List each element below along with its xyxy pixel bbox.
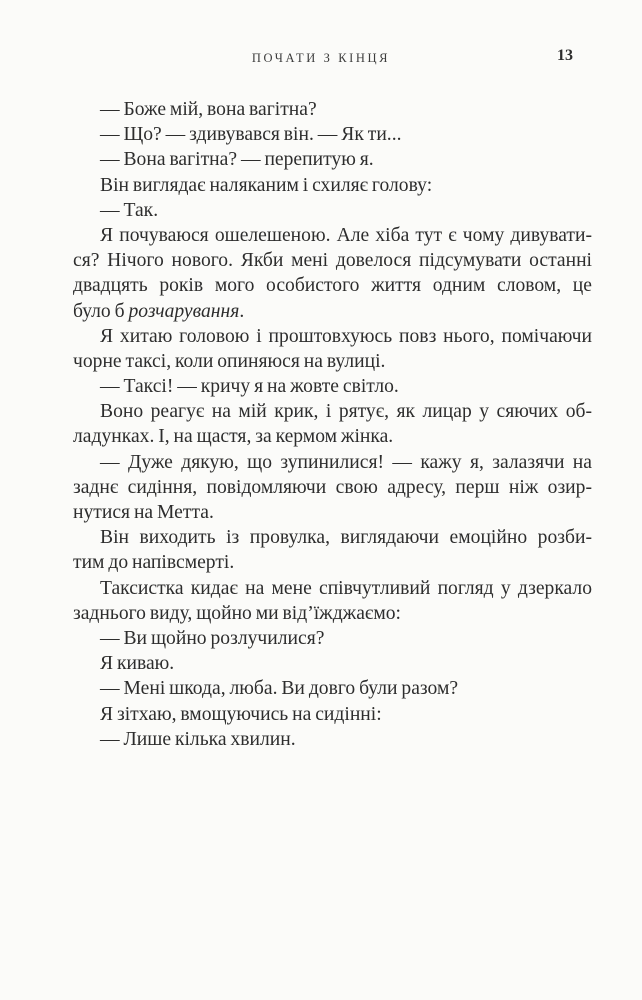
text-line — [73, 198, 592, 223]
text-run: — Вона вагітна? — перепитую я. — [100, 149, 374, 171]
text-line — [73, 450, 592, 475]
text-run: Я киваю. — [100, 653, 175, 675]
text-line — [73, 122, 592, 147]
text-run: Таксистка кидає на мене співчутливий погляд у дзеркало — [100, 577, 592, 599]
text-run: було б — [73, 300, 129, 322]
text-run: — Так. — [100, 199, 159, 221]
text-run: тим до напівсмерті. — [73, 552, 235, 574]
text-run: заднє сидіння, повідомляючи свою адресу, перш ніж озир- — [73, 476, 592, 498]
running-title: ПОЧАТИ З КІНЦЯ — [251, 51, 391, 65]
text-run: — Дуже дякую, що зупинилися! — кажу я, залазячи на — [100, 451, 592, 473]
text-run: нутися на Метта. — [73, 502, 214, 523]
italic-text: розчарування — [128, 300, 240, 322]
text-line — [73, 147, 592, 172]
text-line — [73, 173, 592, 198]
text-line — [73, 550, 592, 575]
text-line — [73, 626, 592, 651]
text-line — [73, 424, 592, 449]
text-run: Я почуваюся ошелешеною. Але хіба тут є чому дивувати- — [100, 224, 592, 246]
text-line — [73, 248, 592, 273]
text-run: Я зітхаю, вмощуючись на сидінні: — [100, 703, 382, 725]
text-run: — Що? — здивувався він. — Як ти... — [100, 124, 402, 146]
text-line — [73, 651, 592, 676]
text-line — [73, 324, 592, 349]
text-line — [73, 576, 592, 601]
text-line — [73, 475, 592, 500]
text-run: — Таксі! — кричу я на жовте світло. — [100, 376, 399, 398]
page-body — [73, 97, 592, 752]
text-run: ладунках. І, на щастя, за кермом жінка. — [73, 426, 394, 448]
text-line — [73, 525, 592, 550]
text-line — [73, 601, 592, 626]
text-run: двадцять років мого особистого життя одним словом, це — [73, 275, 592, 297]
text-run: Він виглядає наляканим і схиляє голову: — [100, 174, 433, 196]
text-line — [73, 299, 592, 324]
text-line — [73, 273, 592, 298]
text-run: Я хитаю головою і проштовхуюсь повз нього, помічаючи — [100, 325, 592, 347]
text-run: чорне таксі, коли опиняюся на вулиці. — [73, 350, 386, 372]
text-line — [73, 349, 592, 374]
text-line — [73, 399, 592, 424]
text-line — [73, 727, 592, 752]
text-line — [73, 97, 592, 122]
text-run: Воно реагує на мій крик, і рятує, як лицар у сяючих об- — [100, 401, 592, 423]
text-run: — Лише кілька хвилин. — [100, 728, 296, 750]
text-line — [73, 374, 592, 399]
text-line — [73, 702, 592, 727]
text-line — [73, 676, 592, 701]
text-run: Він виходить із провулка, виглядаючи емоційно розби- — [100, 527, 592, 549]
text-run: — Боже мій, вона вагітна? — [100, 99, 317, 120]
text-run: — Мені шкода, люба. Ви довго були разом? — [100, 678, 459, 700]
text-line — [73, 223, 592, 248]
text-run: . — [239, 300, 245, 322]
page-number: 13 — [557, 47, 573, 64]
text-line — [73, 500, 592, 525]
text-run: ся? Нічого нового. Якби мені довелося підсумувати останні — [73, 250, 592, 272]
text-run: — Ви щойно розлучилися? — [100, 627, 325, 649]
text-run: заднього виду, щойно ми від’їжджаємо: — [73, 602, 401, 624]
